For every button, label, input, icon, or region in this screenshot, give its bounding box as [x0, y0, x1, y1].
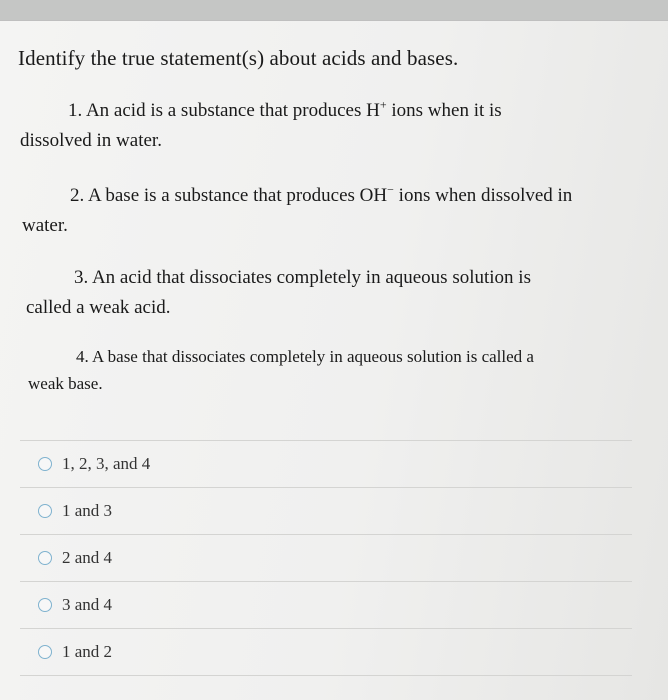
radio-button-icon[interactable] [38, 598, 52, 612]
statement-2-text-tail: ions when dissolved in [393, 185, 573, 206]
statement-2-text: 2. A base is a substance that produces OH [70, 185, 388, 206]
statement-1-text-tail: ions when it is [386, 100, 502, 121]
answer-option-4[interactable] [20, 582, 632, 628]
answer-option-5[interactable] [20, 629, 632, 675]
statement-4-line2: weak base. [28, 374, 103, 393]
radio-button-icon[interactable] [38, 504, 52, 518]
question-title: Identify the true statement(s) about acids and bases. [18, 46, 459, 70]
statement-4 [28, 343, 628, 397]
window-top-border [0, 0, 668, 20]
statement-1-text: 1. An acid is a substance that produces H [68, 100, 380, 121]
statement-3-line2: called a weak acid. [26, 297, 171, 318]
answer-option-label: 3 and 4 [62, 595, 113, 614]
radio-button-icon[interactable] [38, 645, 52, 659]
statement-2-superscript: − [387, 182, 394, 197]
answer-option-label: 1, 2, 3, and 4 [62, 454, 151, 473]
answer-option-3[interactable] [20, 535, 632, 581]
answer-option-label: 2 and 4 [62, 548, 113, 567]
statement-2-line1 [22, 181, 662, 211]
answer-option-label: 1 and 2 [62, 642, 113, 661]
answer-option-label: 1 and 3 [62, 501, 113, 520]
statement-3-line1: 3. An acid that dissociates completely in aqueous solution is [74, 267, 531, 288]
radio-button-icon[interactable] [38, 457, 52, 471]
option-divider [20, 675, 632, 676]
statement-1-line2: dissolved in water. [20, 130, 162, 151]
statement-2-line2: water. [22, 215, 68, 236]
statement-2 [22, 181, 662, 241]
statement-3 [26, 263, 636, 323]
statement-1-line1 [20, 96, 640, 126]
answer-option-2[interactable] [20, 488, 632, 534]
answer-options [20, 440, 632, 676]
answer-option-1[interactable] [20, 441, 632, 487]
statement-1 [20, 96, 640, 156]
radio-button-icon[interactable] [38, 551, 52, 565]
statement-4-line1: 4. A base that dissociates completely in aqueous solution is called a [76, 347, 534, 366]
statement-1-superscript: + [379, 97, 387, 112]
